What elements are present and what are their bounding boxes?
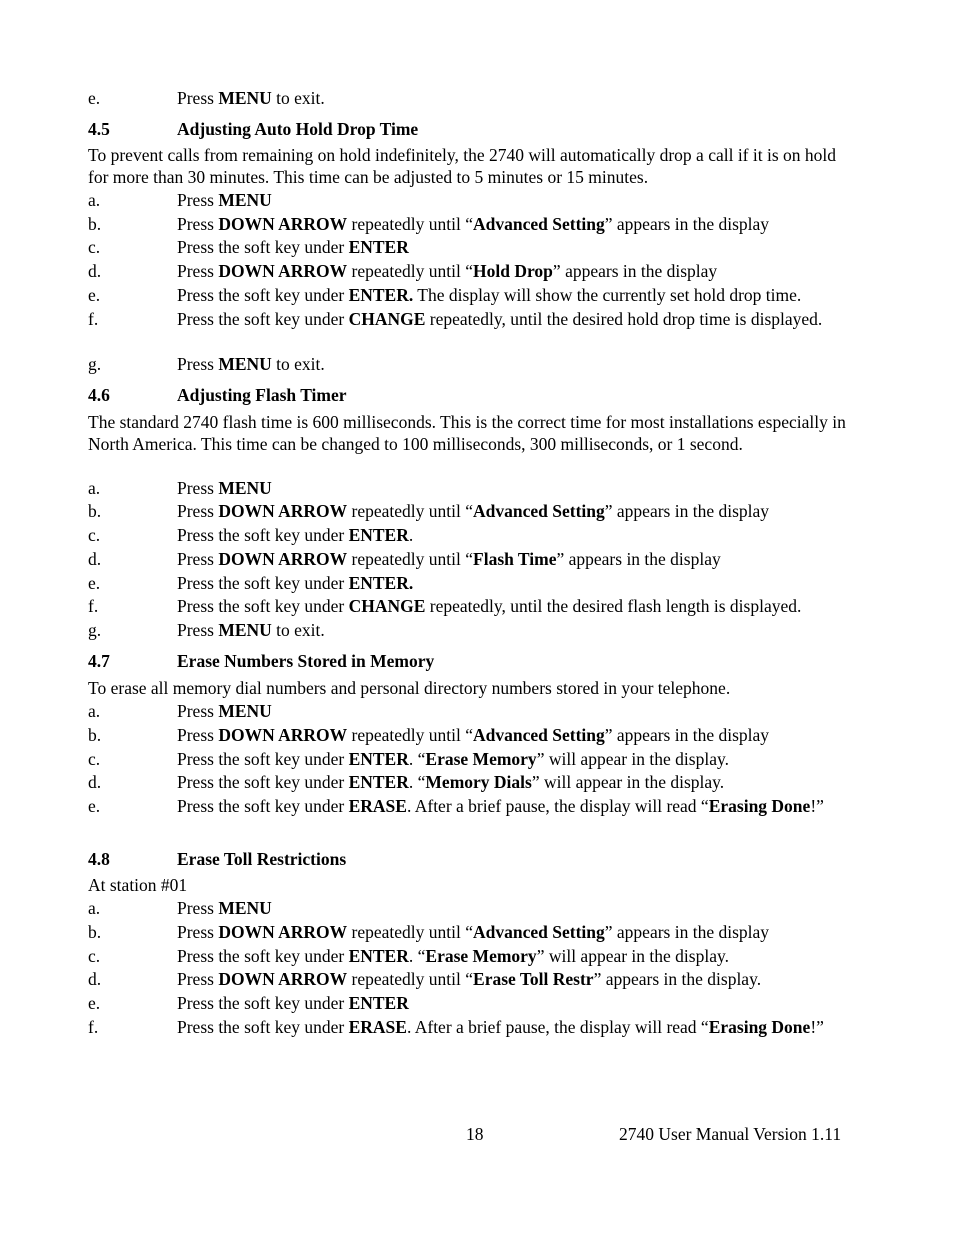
paragraph [88,144,858,188]
text-run: ” appears in the display [604,501,770,521]
bold-term: MENU [218,478,272,498]
bold-term: Flash Time [473,549,557,569]
step-text [177,796,857,817]
text-run: . “ [408,946,426,966]
text-run: ” appears in the display [556,549,721,569]
paragraph [88,677,858,699]
paragraph-text [88,678,730,698]
bold-term: Erasing Done [708,796,811,816]
step-label: e. [88,88,101,108]
step-label: b. [88,922,102,942]
step-label: a. [88,701,101,721]
bold-term: Advanced Setting [473,922,605,942]
bold-term: DOWN ARROW [218,725,348,745]
text-run: ” appears in the display [552,261,718,281]
text-run: Press [177,190,219,210]
step-text [177,898,272,918]
text-run: ” will appear in the display. [531,772,725,792]
bold-term: ENTER [348,772,409,792]
step-label: e. [88,285,101,305]
step-label: d. [88,261,102,281]
section-number: 4.8 [88,849,110,869]
step-label: c. [88,749,101,769]
paragraph-text [88,875,187,895]
step-label: d. [88,969,102,989]
text-run: to exit. [271,620,325,640]
text-run: Press the soft key under [177,309,349,329]
step-label: g. [88,354,102,374]
bold-term: Advanced Setting [473,501,605,521]
bold-term: DOWN ARROW [218,501,348,521]
text-run: Press [177,88,219,108]
bold-term: ERASE [348,1017,407,1037]
text-run: Press [177,922,219,942]
step-label: c. [88,946,101,966]
bold-term: MENU [218,701,272,721]
text-run: Press the soft key under [177,596,349,616]
step-text [177,946,729,966]
text-run: repeatedly until “ [347,549,474,569]
step-text [177,354,325,374]
text-run: Press [177,969,219,989]
text-run: Press the soft key under [177,285,349,305]
step-text [177,620,325,640]
text-run: Press [177,354,219,374]
step-label: c. [88,237,101,257]
text-run: !” [810,1017,824,1037]
step-text [177,309,857,330]
text-run: repeatedly, until the desired flash length is displayed. [425,596,802,616]
step-label: a. [88,898,101,918]
bold-term: ENTER [348,946,409,966]
text-run: repeatedly until “ [347,922,474,942]
manual-title: 2740 User Manual Version 1.11 [619,1124,842,1144]
step-label: e. [88,796,101,816]
text-run: Press [177,478,219,498]
text-run: . “ [408,749,426,769]
text-run: Press [177,725,219,745]
text-run: Press the soft key under [177,796,349,816]
step-text [177,993,409,1013]
page-number: 18 [466,1124,484,1144]
section-number: 4.6 [88,385,110,405]
bold-term: ENTER [348,525,409,545]
step-text [177,701,272,721]
text-run: ” will appear in the display. [536,946,729,966]
bold-term: Erase Toll Restrictions [177,849,347,869]
bold-term: Memory Dials [425,772,532,792]
bold-term: MENU [218,620,272,640]
text-run: . “ [408,772,426,792]
text-run: ” appears in the display. [593,969,762,989]
text-run: Press the soft key under [177,525,349,545]
text-run: repeatedly until “ [347,969,474,989]
text-run: Press the soft key under [177,749,349,769]
step-label: b. [88,725,102,745]
bold-term: ENTER. [348,285,414,305]
text-run: Press the soft key under [177,772,349,792]
bold-term: MENU [218,88,272,108]
step-text [177,772,724,792]
bold-term: Adjusting Auto Hold Drop Time [177,119,419,139]
text-run: To prevent calls from remaining on hold indefinitely, the 2740 will automatically drop a call if it is on hold for more than 30 minutes. This time can be adjusted to 5 minutes or 15 minutes. [88,145,837,187]
text-run: ” appears in the display [604,214,770,234]
text-run: !” [810,796,824,816]
text-run: The display will show the currently set hold drop time. [413,285,802,305]
step-text [177,237,409,257]
text-run: repeatedly until “ [347,725,474,745]
step-text [177,573,413,593]
text-run: Press [177,898,219,918]
bold-term: ENTER [348,237,409,257]
text-run: . [408,525,414,545]
text-run: to exit. [271,354,325,374]
step-label: f. [88,1017,99,1037]
text-run: ” appears in the display [604,922,770,942]
text-run: Press the soft key under [177,993,349,1013]
text-run: ” appears in the display [604,725,770,745]
bold-term: DOWN ARROW [218,214,348,234]
bold-term: CHANGE [348,309,426,329]
bold-term: DOWN ARROW [218,549,348,569]
step-text [177,549,721,569]
step-label: b. [88,214,102,234]
bold-term: Advanced Setting [473,214,605,234]
text-run: Press [177,701,219,721]
text-run: repeatedly until “ [347,214,474,234]
section-title [177,651,434,671]
step-text [177,261,717,281]
bold-term: ENTER. [348,573,414,593]
text-run: ” will appear in the display. [536,749,729,769]
text-run: The standard 2740 flash time is 600 milliseconds. This is the correct time for most installations especially in North America. This time can be changed to 100 milliseconds, 300 milliseconds, or 1 second. [88,412,846,454]
step-label: c. [88,525,101,545]
step-text [177,725,769,745]
bold-term: DOWN ARROW [218,922,348,942]
bold-term: Erase Numbers Stored in Memory [177,651,435,671]
text-run: Press [177,214,219,234]
step-text [177,501,769,521]
bold-term: DOWN ARROW [218,969,348,989]
bold-term: MENU [218,898,272,918]
bold-term: CHANGE [348,596,426,616]
step-label: e. [88,573,101,593]
step-label: e. [88,993,101,1013]
section-title [177,849,346,869]
bold-term: Hold Drop [473,261,553,281]
step-text [177,190,272,210]
bold-term: Erase Toll Restr [473,969,594,989]
text-run: to exit. [271,88,325,108]
section-number: 4.7 [88,651,110,671]
step-label: a. [88,478,101,498]
step-label: a. [88,190,101,210]
step-label: f. [88,596,99,616]
text-run: Press the soft key under [177,946,349,966]
text-run: repeatedly until “ [347,501,474,521]
bold-term: Erase Memory [425,749,537,769]
section-title [177,119,418,139]
paragraph [88,874,858,896]
step-text [177,749,729,769]
text-run: repeatedly, until the desired hold drop time is displayed. [425,309,823,329]
text-run: Press [177,620,219,640]
text-run: Press the soft key under [177,573,349,593]
text-run: repeatedly until “ [347,261,474,281]
bold-term: ENTER [348,749,409,769]
text-run: Press [177,549,219,569]
step-label: f. [88,309,99,329]
text-run: At station #01 [88,875,188,895]
bold-term: ERASE [348,796,407,816]
bold-term: DOWN ARROW [218,261,348,281]
text-run: Press [177,261,219,281]
bold-term: Erasing Done [708,1017,811,1037]
step-text [177,478,272,498]
step-label: g. [88,620,102,640]
bold-term: MENU [218,190,272,210]
step-text [177,214,769,234]
section-number: 4.5 [88,119,110,139]
text-run: Press [177,501,219,521]
text-run: Press the soft key under [177,1017,349,1037]
step-text [177,596,801,616]
step-text [177,88,325,108]
step-label: d. [88,549,102,569]
bold-term: ENTER [348,993,409,1013]
bold-term: Advanced Setting [473,725,605,745]
step-text [177,969,761,989]
text-run: Press the soft key under [177,237,349,257]
bold-term: MENU [218,354,272,374]
bold-term: Adjusting Flash Timer [177,385,347,405]
paragraph [88,411,858,455]
bold-term: Erase Memory [425,946,537,966]
step-text [177,525,413,545]
section-title [177,385,347,405]
step-label: b. [88,501,102,521]
paragraph-text [88,145,836,187]
text-run: . After a brief pause, the display will read “ [406,796,709,816]
paragraph-text [88,412,846,454]
step-text [177,285,801,305]
step-label: d. [88,772,102,792]
step-text [177,1017,857,1038]
text-run: To erase all memory dial numbers and personal directory numbers stored in your telephone. [88,678,731,698]
step-text [177,922,769,942]
text-run: . After a brief pause, the display will read “ [406,1017,709,1037]
